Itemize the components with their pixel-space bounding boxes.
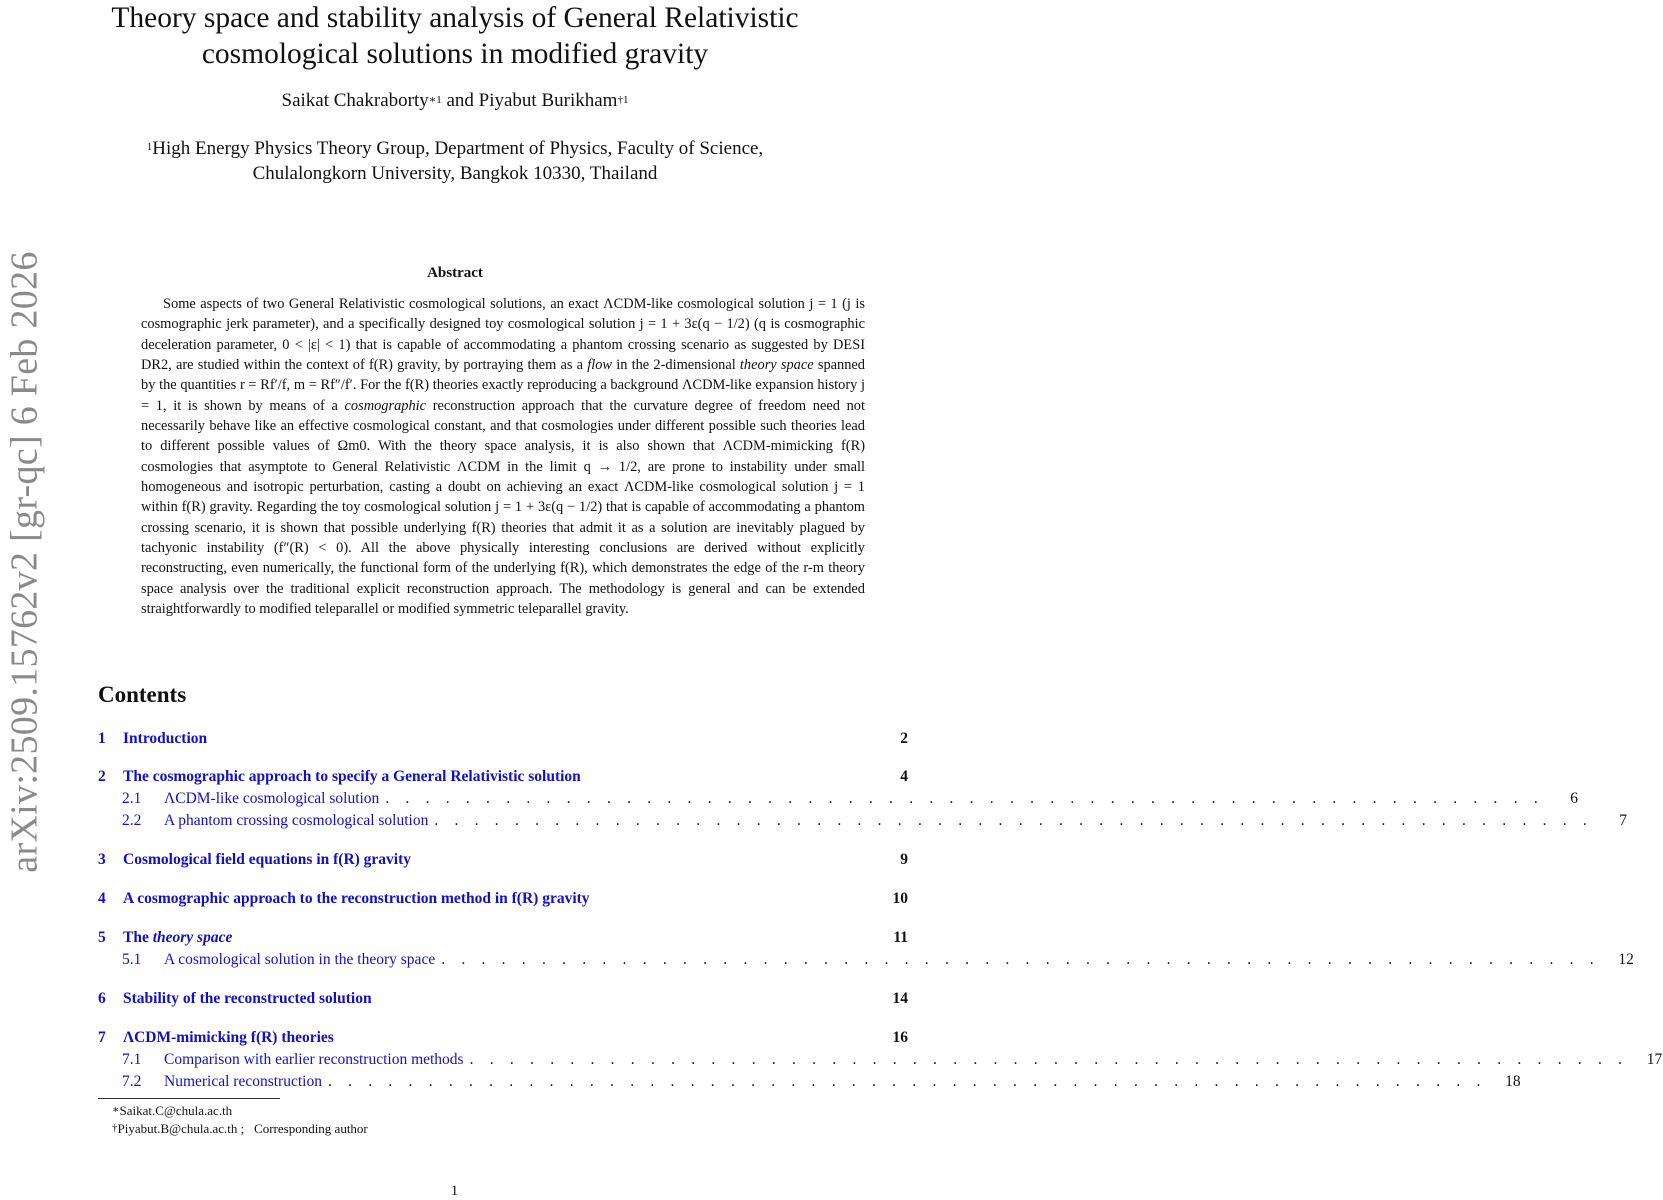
toc-title[interactable]: Introduction	[123, 730, 208, 747]
toc-leader-dots: . . . . . . . . . . . . . . . . . . . . . . . . . . . . . . . . . . . . . . . . . . . . . . . . . . . . . . . . . .	[434, 812, 1593, 829]
paper-title	[60, 0, 850, 72]
toc-title[interactable]: Numerical reconstruction	[164, 1073, 322, 1090]
abstract-part-3: spanned by the quantities r = Rf′/f, m = Rf″/f′. For the f(R) theories exactly reproducing a background ΛCDM-like expansion history j = 1, it is shown by means of a	[141, 357, 866, 414]
toc-page: 11	[893, 929, 908, 946]
footnote-mark: †	[112, 1122, 118, 1134]
toc-row-5[interactable]	[98, 929, 909, 949]
toc-title[interactable]: The cosmographic approach to specify a General Relativistic solution	[123, 768, 581, 785]
toc-title-em: theory space	[152, 929, 233, 946]
author-and: and	[441, 90, 479, 111]
title-line-2: cosmological solutions in modified gravity	[201, 38, 709, 70]
contents-heading: Contents	[98, 682, 187, 707]
toc-leader-dots: . . . . . . . . . . . . . . . . . . . . . . . . . . . . . . . . . . . . . . . . . . . . . . . . . . . . . . . . . .	[469, 1051, 1629, 1068]
author-2: Piyabut Burikham	[478, 90, 618, 111]
toc-title[interactable]: Cosmological field equations in f(R) gravity	[123, 851, 412, 868]
toc-row-7-2[interactable]	[98, 1073, 1521, 1093]
toc-num: 6	[98, 990, 106, 1007]
toc-title[interactable]: ΛCDM-mimicking f(R) theories	[123, 1029, 334, 1046]
toc-row-2-2[interactable]	[98, 812, 1627, 832]
toc-page: 6	[1570, 790, 1578, 807]
toc-num: 4	[98, 890, 106, 907]
toc-row-7[interactable]	[98, 1029, 909, 1049]
footnote-2	[112, 1121, 368, 1137]
toc-row-1[interactable]	[98, 730, 909, 750]
affil-mark: 1	[146, 141, 153, 153]
abstract-em-flow: flow	[587, 357, 613, 374]
toc-page: 4	[900, 768, 908, 785]
toc-row-4[interactable]	[98, 890, 909, 910]
toc-title[interactable]: A cosmographic approach to the reconstruction method in f(R) gravity	[123, 890, 590, 907]
footnote-rule	[98, 1098, 280, 1099]
footnote-mark: ∗	[112, 1104, 120, 1116]
title-line-1: Theory space and stability analysis of General Relativistic	[111, 2, 799, 34]
toc-page: 12	[1618, 951, 1634, 968]
page-number: 1	[450, 1183, 459, 1199]
footnote-text: Saikat.C@chula.ac.th	[119, 1103, 233, 1118]
toc-num: 3	[98, 851, 106, 868]
toc-row-6[interactable]	[98, 990, 909, 1010]
toc-title[interactable]	[123, 929, 232, 947]
abstract-part-1: Some aspects of two General Relativistic cosmological solutions, an exact ΛCDM-like cosmological solution j = 1 (j is cosmographic jerk parameter), and a specifically designed toy cosmological solution j = 1 + 3ε(q − 1/2) (q is cosmographic deceleration parameter, 0 < |ε| < 1) that is capable of accommodating a phantom crossing scenario as suggested by DESI DR2, are studied within the context of f(R) gravity, by portraying them as a	[141, 296, 865, 374]
arxiv-id: arXiv:2509.15762v2 [gr-qc] 6 Feb 2026	[4, 251, 46, 873]
footnote-1	[112, 1103, 232, 1119]
toc-leader-dots: . . . . . . . . . . . . . . . . . . . . . . . . . . . . . . . . . . . . . . . . . . . . . . . . . . . . . . . . . .	[441, 951, 1600, 968]
toc-num: 5.1	[122, 951, 142, 968]
toc-page: 2	[900, 730, 908, 747]
toc-leader-dots: . . . . . . . . . . . . . . . . . . . . . . . . . . . . . . . . . . . . . . . . . . . . . . . . . . . . . . . . . .	[385, 790, 1544, 807]
toc-row-3[interactable]	[98, 851, 909, 871]
toc-num: 2.1	[122, 790, 142, 807]
affil-line-2: Chulalongkorn University, Bangkok 10330, Thailand	[252, 163, 658, 184]
affil-line-1: High Energy Physics Theory Group, Department of Physics, Faculty of Science,	[152, 138, 764, 159]
abstract-em-theory-space: theory space	[739, 357, 814, 374]
toc-page: 9	[900, 851, 908, 868]
toc-num: 7.1	[122, 1051, 142, 1068]
toc-title-pre: The	[123, 929, 153, 946]
toc-num: 2.2	[122, 812, 142, 829]
toc-num: 2	[98, 768, 106, 785]
author-2-mark: †1	[617, 94, 629, 106]
toc-title[interactable]: A cosmological solution in the theory space	[164, 951, 436, 968]
toc-page: 17	[1646, 1051, 1663, 1068]
toc-row-5-1[interactable]	[98, 951, 1634, 971]
toc-row-2[interactable]	[98, 768, 909, 788]
affiliation	[60, 136, 850, 186]
toc-title[interactable]: A phantom crossing cosmological solution	[164, 812, 429, 829]
toc-num: 1	[98, 730, 106, 747]
abstract-body	[141, 294, 865, 620]
toc-page: 14	[892, 990, 908, 1007]
authors	[60, 88, 850, 114]
toc-num: 5	[98, 929, 106, 946]
footnote-text: Piyabut.B@chula.ac.th ; Corresponding author	[117, 1121, 368, 1136]
toc-title[interactable]: ΛCDM-like cosmological solution	[164, 790, 380, 807]
toc-leader-dots: . . . . . . . . . . . . . . . . . . . . . . . . . . . . . . . . . . . . . . . . . . . . . . . . . . . . . . . . . .	[327, 1073, 1487, 1090]
toc-num: 7.2	[122, 1073, 142, 1090]
abstract-em-cosmographic: cosmographic	[344, 397, 427, 414]
toc-row-7-1[interactable]	[98, 1051, 1663, 1071]
toc-title[interactable]: Stability of the reconstructed solution	[123, 990, 372, 1007]
abstract-part-4: reconstruction approach that the curvature degree of freedom need not necessarily behave like an effective cosmological constant, and that cosmologies under different possible such theories lead to different possible values of Ωm0. With the theory space analysis, it is also shown that ΛCDM-mimicking f(R) cosmologies that asymptote to General Relativistic ΛCDM in the limit q → 1/2, are prone to instability under small homogeneous and isotropic perturbation, casting a doubt on achieving an exact ΛCDM-like cosmological solution j = 1 within f(R) gravity. Regarding the toy cosmological solution j = 1 + 3ε(q − 1/2) that is capable of accommodating a phantom crossing scenario, it is shown that possible underlying f(R) theories that admit it as a solution are inevitably plagued by tachyonic instability (f″(R) < 0). All the above physically interesting conclusions are derived without explicitly reconstructing, even numerically, the functional form of the underlying f(R), which demonstrates the edge of the r-m theory space analysis over the traditional explicit reconstruction approach. The methodology is general and can be extended straightforwardly to modified teleparallel or modified symmetric teleparallel gravity.	[141, 397, 865, 618]
author-1: Saikat Chakraborty	[281, 90, 429, 111]
abstract-part-2: in the 2-dimensional	[612, 357, 740, 374]
toc-title[interactable]: Comparison with earlier reconstruction methods	[164, 1051, 464, 1068]
author-1-mark: ∗1	[428, 94, 442, 106]
toc-num: 7	[98, 1029, 106, 1046]
arxiv-stamp	[2, 251, 48, 873]
toc-row-2-1[interactable]	[98, 790, 1578, 810]
toc-page: 16	[892, 1029, 908, 1046]
toc-page: 18	[1505, 1073, 1521, 1090]
toc-page: 10	[892, 890, 908, 907]
toc-page: 7	[1619, 812, 1627, 829]
abstract-heading: Abstract	[427, 265, 483, 281]
